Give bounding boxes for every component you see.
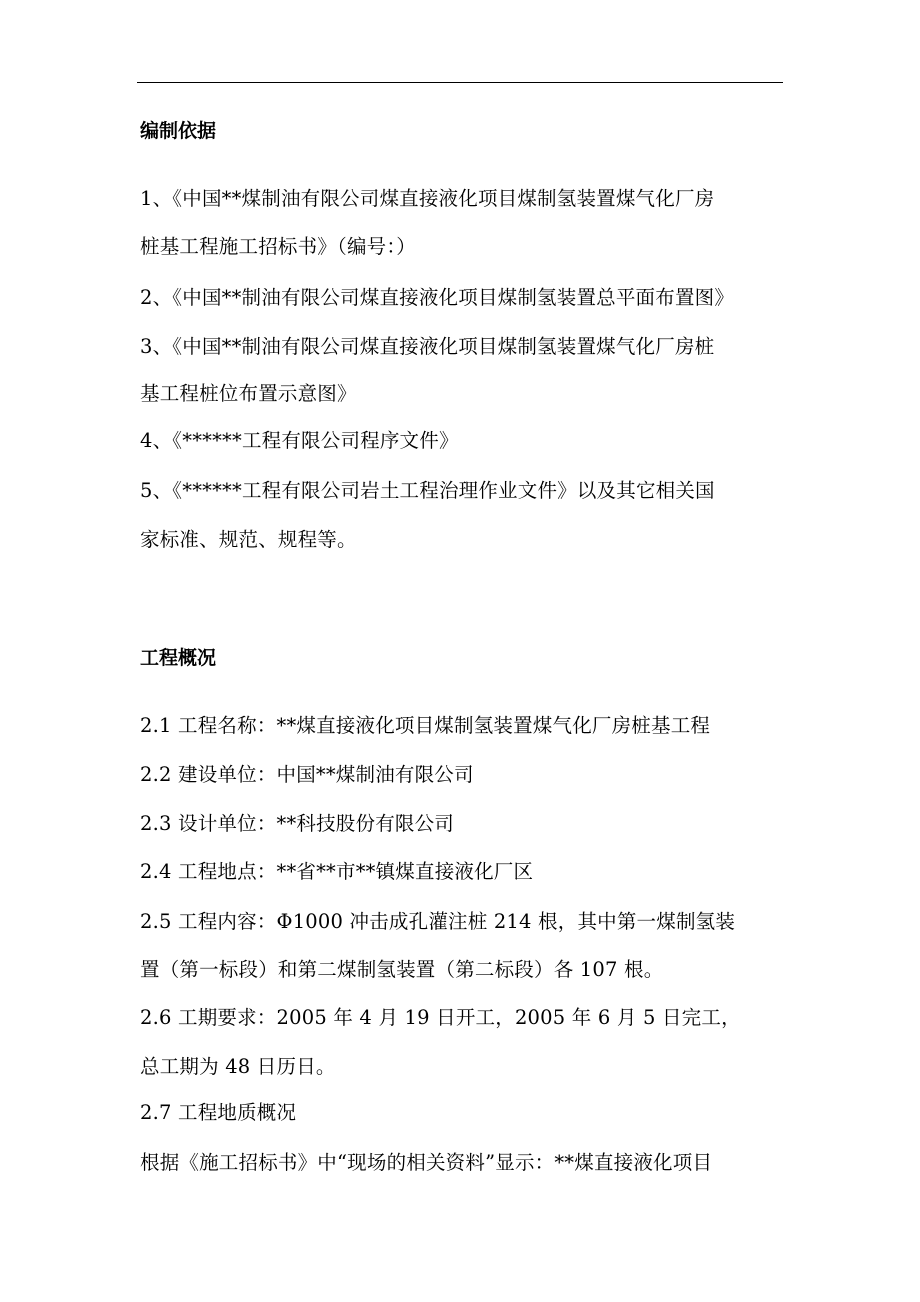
overview-line-9: 2.7 工程地质概况 xyxy=(140,1101,297,1124)
basis-line-7: 5、《******工程有限公司岩土工程治理作业文件》以及其它相关国 xyxy=(140,479,715,502)
overview-line-1: 2.1 工程名称：**煤直接液化项目煤制氢装置煤气化厂房桩基工程 xyxy=(140,714,711,737)
basis-line-8: 家标准、规范、规程等。 xyxy=(140,528,357,551)
basis-line-1: 1、《中国**煤制油有限公司煤直接液化项目煤制氢装置煤气化厂房 xyxy=(140,187,715,210)
basis-line-5: 基工程桩位布置示意图》 xyxy=(140,382,357,405)
overview-line-2: 2.2 建设单位：中国**煤制油有限公司 xyxy=(140,763,474,786)
section-title-basis: 编制依据 xyxy=(140,120,217,142)
overview-line-5: 2.5 工程内容：Φ1000 冲击成孔灌注桩 214 根，其中第一煤制氢装 xyxy=(140,910,736,933)
overview-line-10: 根据《施工招标书》中“现场的相关资料”显示：**煤直接液化项目 xyxy=(140,1151,713,1174)
overview-line-7: 2.6 工期要求：2005 年 4 月 19 日开工，2005 年 6 月 5 日完工， xyxy=(140,1006,741,1029)
overview-line-8: 总工期为 48 日历日。 xyxy=(140,1055,336,1078)
overview-line-3: 2.3 设计单位：**科技股份有限公司 xyxy=(140,812,455,835)
overview-line-4: 2.4 工程地点：**省**市**镇煤直接液化厂区 xyxy=(140,860,534,883)
basis-line-4: 3、《中国**制油有限公司煤直接液化项目煤制氢装置煤气化厂房桩 xyxy=(140,335,715,358)
overview-line-6: 置（第一标段）和第二煤制氢装置（第二标段）各 107 根。 xyxy=(140,958,664,981)
section-title-overview: 工程概况 xyxy=(140,647,217,669)
basis-line-3: 2、《中国**制油有限公司煤直接液化项目煤制氢装置总平面布置图》 xyxy=(140,286,735,309)
basis-line-2: 桩基工程施工招标书》（编号：） xyxy=(140,235,417,258)
basis-line-6: 4、《******工程有限公司程序文件》 xyxy=(140,429,459,452)
header-rule xyxy=(137,82,783,83)
